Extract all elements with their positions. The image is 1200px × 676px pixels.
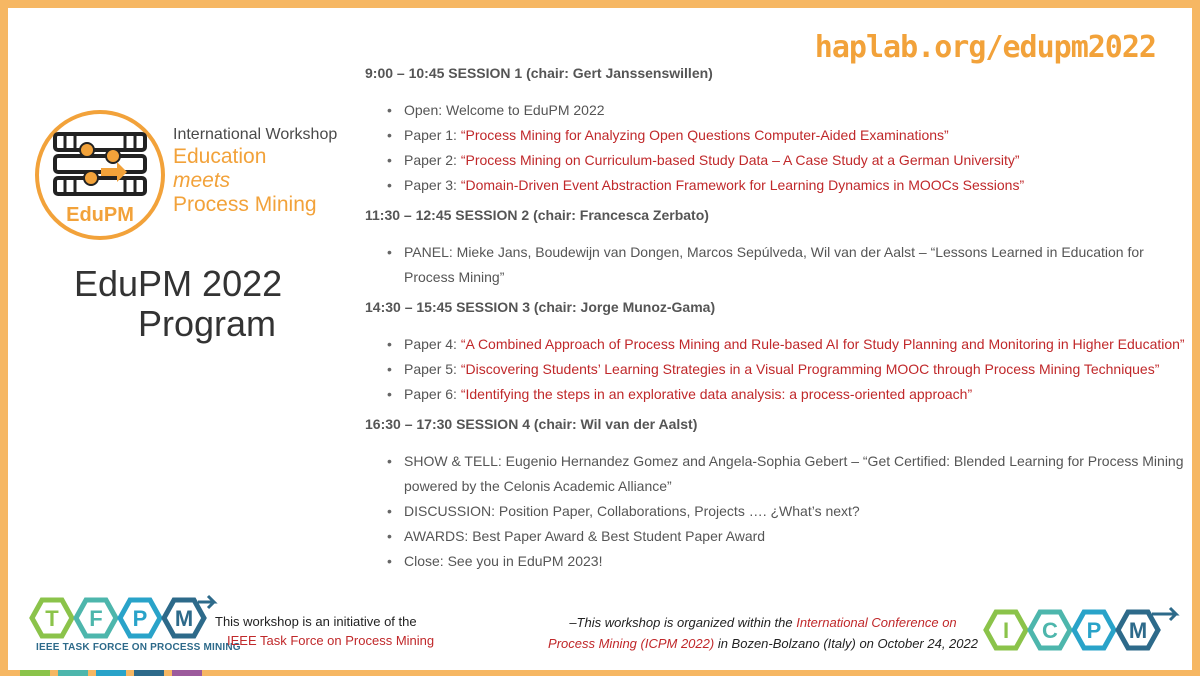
conference-text-pre: –This workshop is organized within the	[569, 615, 797, 630]
logo-brand: EduPM	[66, 204, 134, 226]
list-item	[365, 332, 1185, 357]
icpm-letter: C	[1042, 618, 1058, 643]
session-2	[365, 206, 1185, 290]
item-text: SHOW & TELL: Eugenio Hernandez Gomez and Angela-Sophia Gebert – “Get Certified: Blended Learning for Process Mining powered by the Celonis Academic Alliance”	[404, 453, 1184, 494]
logo-tagline	[173, 126, 337, 217]
icpm-link[interactable]: International Conference on Process Mining (ICPM 2022)	[548, 615, 957, 651]
tfpm-letter: M	[174, 606, 194, 631]
item-prefix: Paper 5:	[404, 361, 461, 377]
session-3	[365, 298, 1185, 407]
paper-link[interactable]: “A Combined Approach of Process Mining and Rule-based AI for Study Planning and Monitoring in Higher Education”	[460, 336, 1185, 352]
list-item	[365, 123, 1185, 148]
session-heading: 14:30 – 15:45 SESSION 3 (chair: Jorge Munoz-Gama)	[365, 299, 716, 315]
item-prefix: Paper 4:	[404, 336, 461, 352]
paper-link[interactable]: “Discovering Students’ Learning Strategies in a Visual Programming MOOC through Process Mining Techniques”	[460, 361, 1160, 377]
logo-line-3: meets	[173, 169, 231, 192]
list-item	[365, 524, 1185, 549]
strip-segment	[96, 670, 126, 676]
strip-segment	[172, 670, 202, 676]
list-item	[365, 173, 1185, 198]
session-items	[365, 332, 1185, 407]
conference-text-post: in Bozen-Bolzano (Italy) on October 24, 2022	[714, 636, 978, 651]
item-prefix: Paper 2:	[404, 152, 461, 168]
paper-link[interactable]: “Domain-Driven Event Abstraction Framework for Learning Dynamics in MOOCs Sessions”	[460, 177, 1025, 193]
page-subtitle: Program	[138, 303, 277, 344]
color-strip	[20, 670, 202, 676]
tfpm-letter: F	[89, 606, 103, 631]
edupm-logo	[35, 110, 165, 240]
tfpm-letter: T	[45, 606, 59, 631]
footer-initiative	[215, 612, 434, 650]
list-item	[365, 499, 1185, 524]
item-prefix: Paper 6:	[404, 386, 461, 402]
tfpm-letter: P	[132, 606, 148, 631]
item-text: Open: Welcome to EduPM 2022	[404, 102, 605, 118]
item-text: DISCUSSION: Position Paper, Collaborations, Projects …. ¿What’s next?	[404, 503, 860, 519]
tfpm-logo-icon	[28, 594, 218, 642]
paper-link[interactable]: “Process Mining for Analyzing Open Questions Computer-Aided Examinations”	[460, 127, 949, 143]
paper-link[interactable]: “Identifying the steps in an explorative data analysis: a process-oriented approach”	[460, 386, 973, 402]
session-items	[365, 98, 1185, 198]
logo-line-4: Process Mining	[173, 193, 317, 216]
item-text: AWARDS: Best Paper Award & Best Student Paper Award	[404, 528, 766, 544]
list-item	[365, 357, 1185, 382]
list-item	[365, 240, 1185, 290]
strip-segment	[134, 670, 164, 676]
list-item	[365, 98, 1185, 123]
icpm-letter: P	[1086, 618, 1102, 643]
footer-conference	[548, 612, 978, 654]
logo-line-2: Education	[173, 145, 267, 168]
process-books-icon	[51, 128, 149, 204]
program-schedule	[365, 64, 1185, 582]
slide-frame	[8, 8, 1192, 670]
list-item	[365, 549, 1185, 574]
item-text: PANEL: Mieke Jans, Boudewijn van Dongen, Marcos Sepúlveda, Wil van der Aalst – “Lessons Learned in Education for Process Mining”	[404, 244, 1144, 285]
tfpm-link[interactable]: IEEE Task Force on Process Mining	[227, 633, 435, 648]
icpm-logo-icon	[982, 606, 1182, 654]
tfpm-subtitle: IEEE TASK FORCE ON PROCESS MINING	[36, 642, 241, 653]
session-heading: 9:00 – 10:45 SESSION 1 (chair: Gert Janssenswillen)	[365, 65, 713, 81]
strip-segment	[58, 670, 88, 676]
session-heading: 11:30 – 12:45 SESSION 2 (chair: Francesca Zerbato)	[365, 207, 709, 223]
session-items	[365, 240, 1185, 290]
paper-link[interactable]: “Process Mining on Curriculum-based Study Data – A Case Study at a German University”	[460, 152, 1020, 168]
session-heading: 16:30 – 17:30 SESSION 4 (chair: Wil van der Aalst)	[365, 416, 698, 432]
logo-line-1: International Workshop	[173, 126, 338, 143]
strip-segment	[20, 670, 50, 676]
list-item	[365, 449, 1185, 499]
icpm-letter: M	[1128, 618, 1148, 643]
page-title: EduPM 2022	[74, 263, 283, 304]
item-text: Close: See you in EduPM 2023!	[404, 553, 603, 569]
initiative-text: This workshop is an initiative of the	[215, 614, 417, 629]
list-item	[365, 382, 1185, 407]
session-1	[365, 64, 1185, 198]
session-4	[365, 415, 1185, 574]
list-item	[365, 148, 1185, 173]
session-items	[365, 449, 1185, 574]
event-url[interactable]: haplab.org/edupm2022	[814, 30, 1156, 65]
item-prefix: Paper 1:	[404, 127, 461, 143]
item-prefix: Paper 3:	[404, 177, 461, 193]
icpm-letter: I	[1002, 618, 1010, 643]
